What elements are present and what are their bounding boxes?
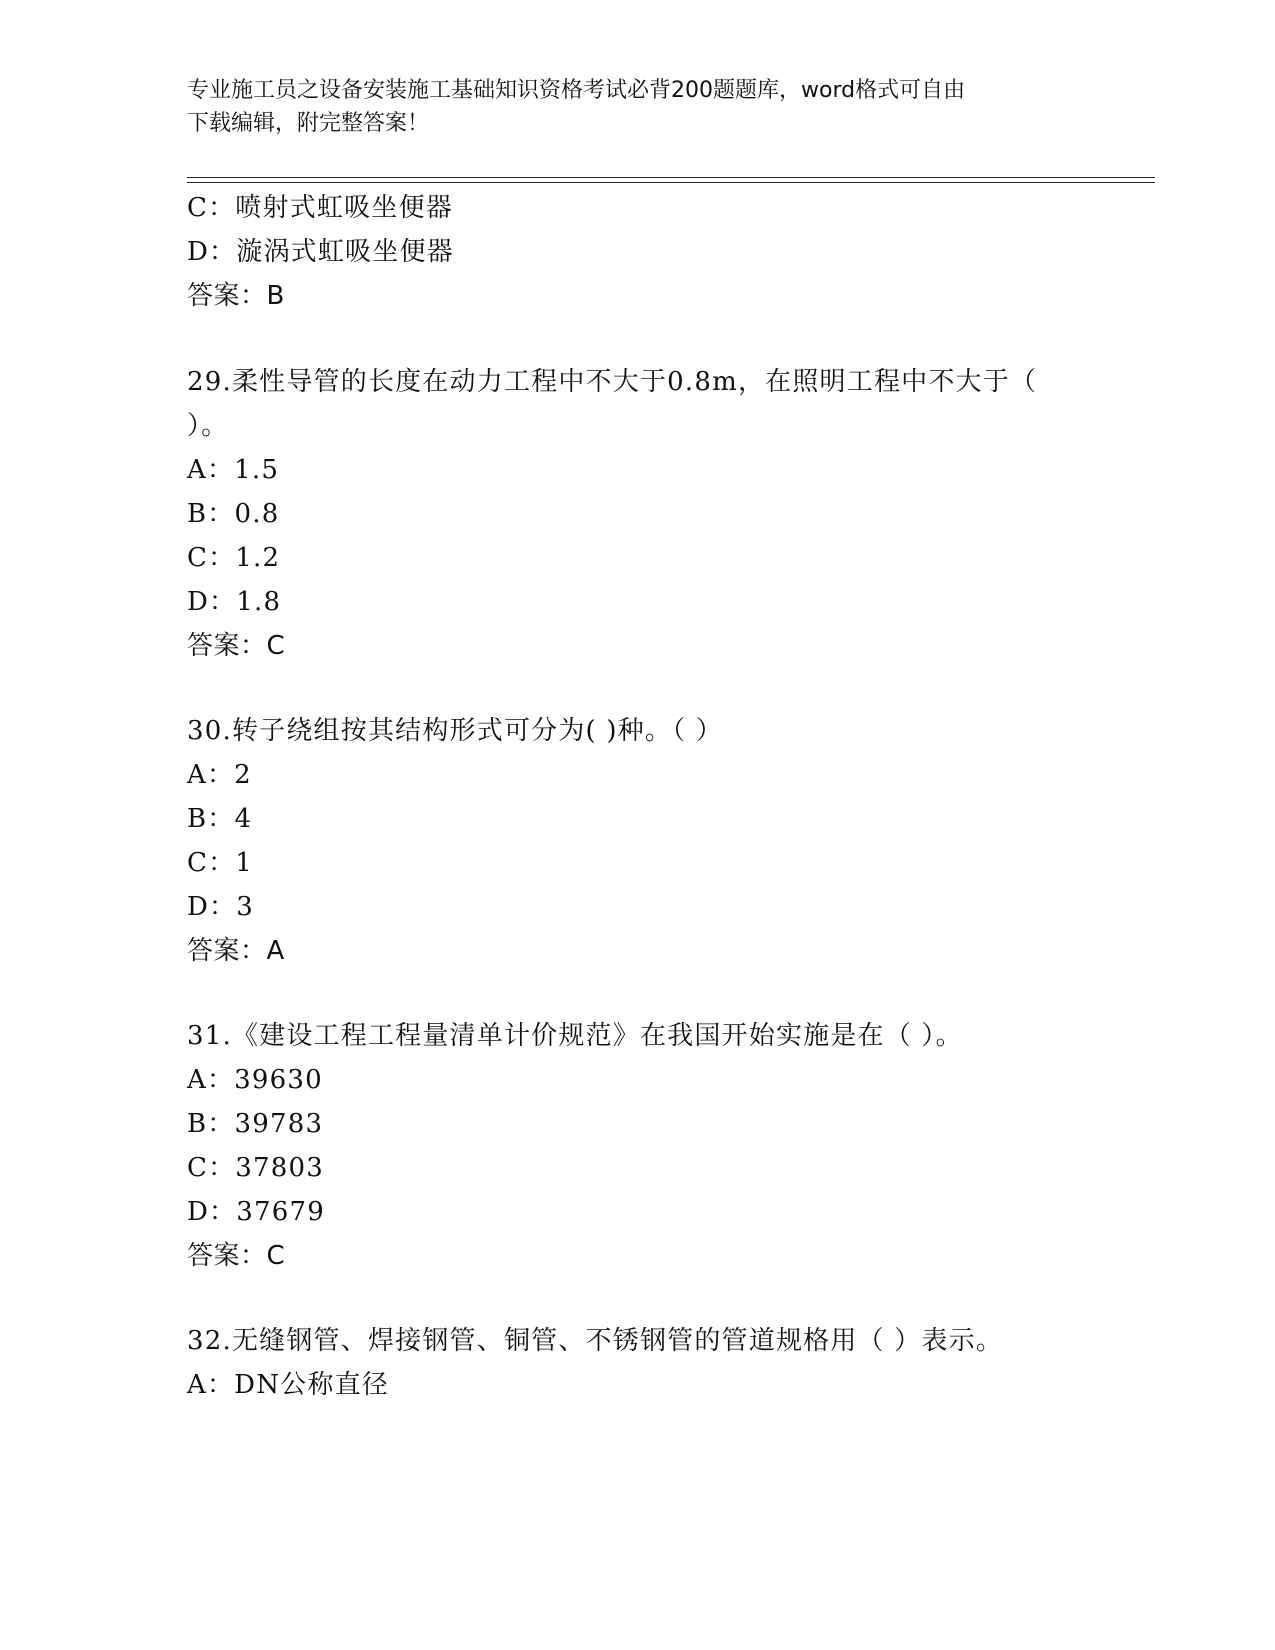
question-30-option-a: A：2: [187, 760, 252, 790]
header-title-line-2: 下载编辑，附完整答案！: [187, 111, 430, 136]
question-32-stem: 32.无缝钢管、焊接钢管、铜管、不锈钢管的管道规格用（ ）表示。: [187, 1326, 1004, 1356]
header-divider: [187, 177, 1155, 183]
question-29-stem: 29.柔性导管的长度在动力工程中不大于0.8m，在照明工程中不大于（: [187, 367, 1038, 397]
question-30-stem: 30.转子绕组按其结构形式可分为( )种。（ ）: [187, 716, 723, 746]
question-29-option-a: A：1.5: [187, 455, 280, 485]
question-31-answer: 答案：C: [187, 1241, 286, 1271]
question-31-option-a: A：39630: [187, 1065, 323, 1095]
question-29-option-d: D：1.8: [187, 587, 282, 617]
question-30-answer: 答案：A: [187, 936, 285, 966]
question-30-option-d: D：3: [187, 892, 254, 922]
question-29-option-b: B：0.8: [187, 499, 280, 529]
option-d: D：漩涡式虹吸坐便器: [187, 237, 454, 267]
question-31-stem: 31.《建设工程工程量清单计价规范》在我国开始实施是在（ ）。: [187, 1021, 963, 1051]
header-title-line-1: 专业施工员之设备安装施工基础知识资格考试必背200题题库，word格式可自由: [187, 78, 966, 103]
option-c: C：喷射式虹吸坐便器: [187, 193, 453, 223]
question-29-answer: 答案：C: [187, 631, 286, 661]
question-29-stem-cont: ）。: [187, 411, 229, 441]
question-29-option-c: C：1.2: [187, 543, 281, 573]
question-32-option-a: A：DN公称直径: [187, 1370, 389, 1400]
question-31-option-d: D：37679: [187, 1197, 325, 1227]
question-31-option-b: B：39783: [187, 1109, 324, 1139]
question-30-option-b: B：4: [187, 804, 253, 834]
answer-line: 答案：B: [187, 281, 285, 311]
question-31-option-c: C：37803: [187, 1153, 325, 1183]
question-30-option-c: C：1: [187, 848, 254, 878]
document-header: [187, 74, 1087, 140]
